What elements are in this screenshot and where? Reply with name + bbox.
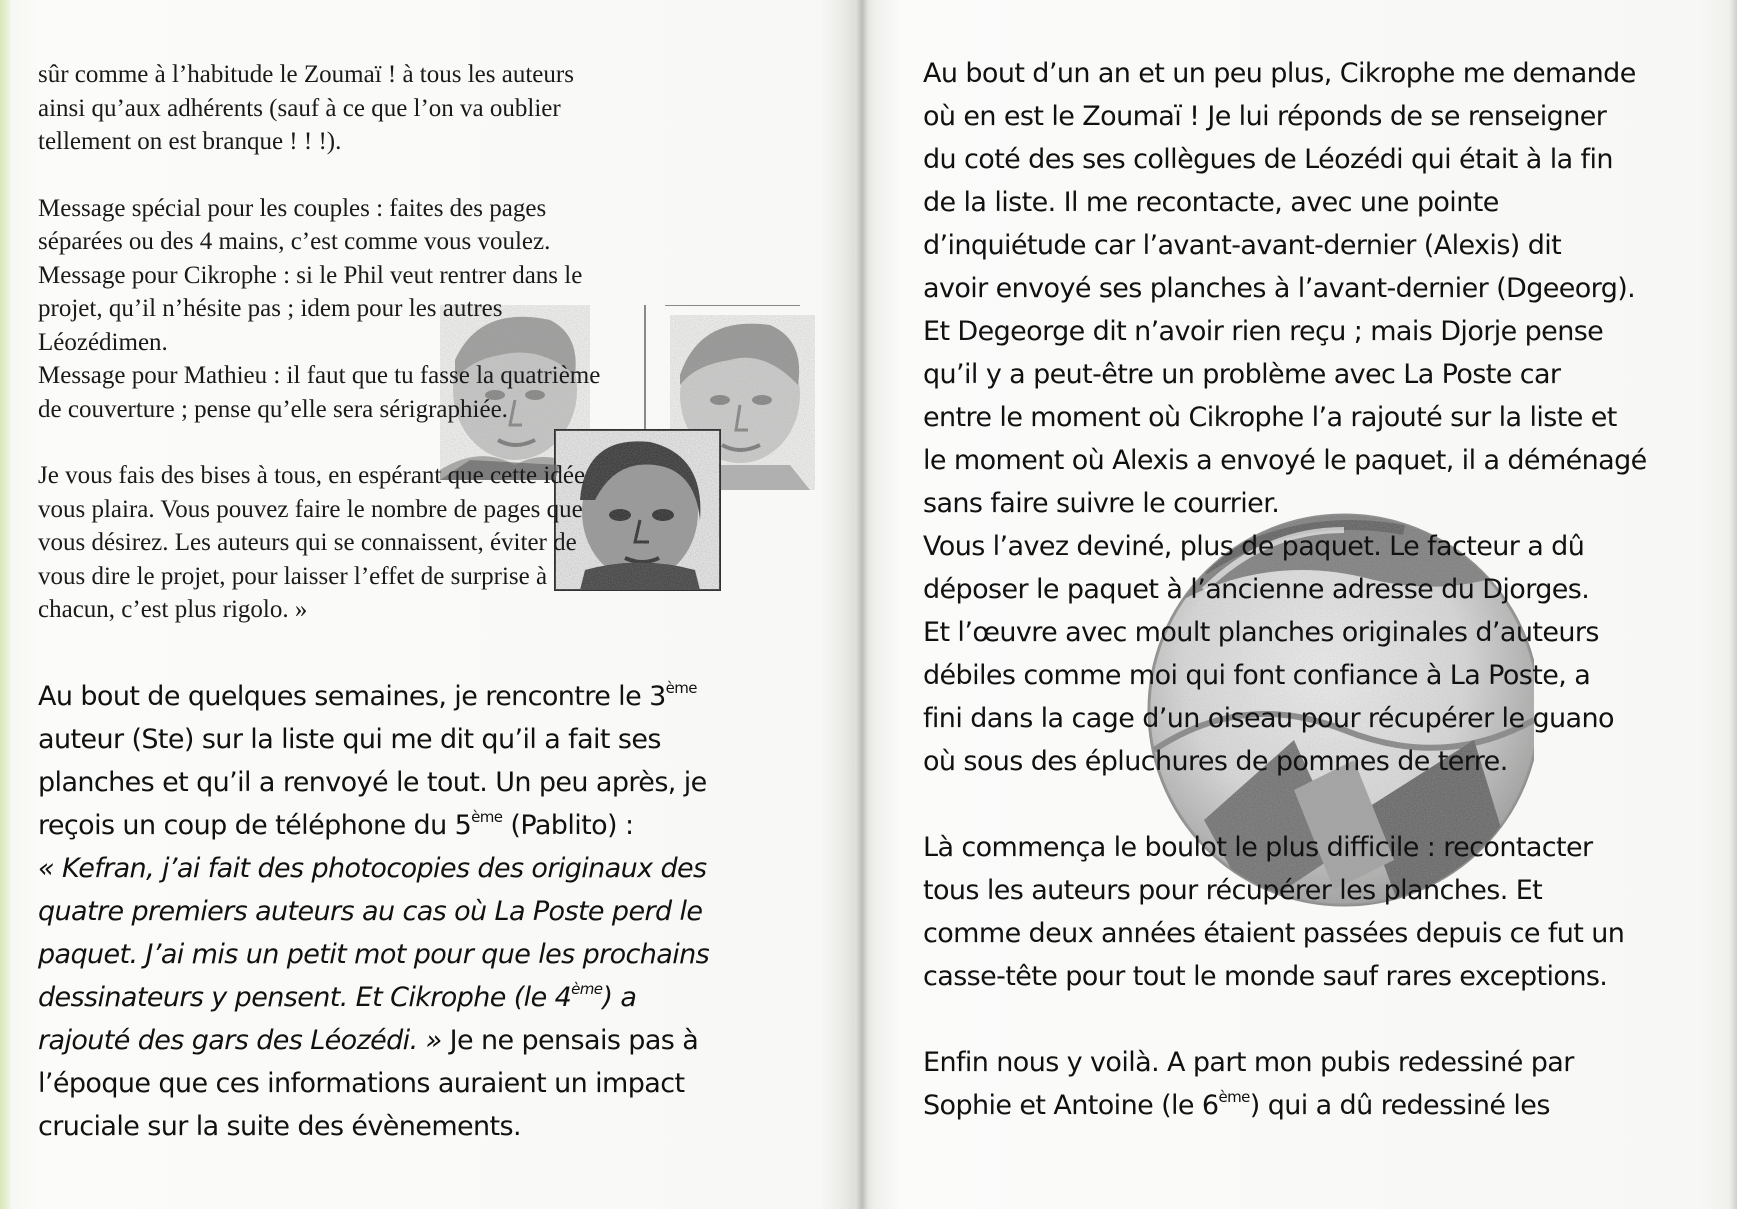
narrative-line: tous les auteurs pour récupérer les planches. Et [923,875,1543,906]
narrative-line: avoir envoyé ses planches à l’avant-dernier (Dgeeorg). [923,273,1636,304]
letter-paragraph-2 [38,192,600,427]
narrative-paragraph-1 [923,52,1647,783]
text-line: ainsi qu’aux adhérents (sauf à ce que l’on va oublier [38,94,561,122]
narrative-line: Là commença le boulot le plus difficile : recontacter [923,832,1593,863]
narrative-line: fini dans la cage d’un oiseau pour récupérer le guano [923,703,1614,734]
narrative-line-quote: paquet. J’ai mis un petit mot pour que les prochains [38,939,710,970]
narrative-line: auteur (Ste) sur la liste qui me dit qu’il a fait ses [38,724,661,755]
letter-paragraph-1 [38,58,600,159]
narrative-paragraph-3 [923,1041,1647,1127]
narrative-right [923,52,1647,1127]
narrative-line: casse-tête pour tout le monde sauf rares exceptions. [923,961,1608,992]
narrative-line: d’inquiétude car l’avant-avant-dernier (Alexis) dit [923,230,1562,261]
narrative-line: où en est le Zoumaï ! Je lui réponds de se renseigner [923,101,1607,132]
narrative-line: sans faire suivre le courrier. [923,488,1280,519]
text-line: Léozédimen. [38,328,168,356]
narrative-line: entre le moment où Cikrophe l’a rajouté sur la liste et [923,402,1617,433]
text-line: vous plaira. Vous pouvez faire le nombre de pages que [38,495,583,523]
text-line: de couverture ; pense qu’elle sera sérigraphiée. [38,395,508,423]
narrative-line: cruciale sur la suite des évènements. [38,1111,521,1142]
narrative-left [38,675,709,1148]
narrative-paragraph-2 [923,826,1647,998]
narrative-line: Sophie et Antoine (le 6ème) qui a dû redessiné les [923,1088,1550,1121]
narrative-line: le moment où Alexis a envoyé le paquet, il a déménagé [923,445,1647,476]
left-page [0,0,855,1209]
right-page [869,0,1737,1209]
narrative-line: de la liste. Il me recontacte, avec une pointe [923,187,1499,218]
text-line: projet, qu’il n’hésite pas ; idem pour les autres [38,295,503,322]
narrative-line: Vous l’avez deviné, plus de paquet. Le facteur a dû [923,531,1585,562]
letter-text [38,58,600,627]
narrative-line: débiles comme moi qui font confiance à La Poste, a [923,660,1591,691]
text-line: chacun, c’est plus rigolo. » [38,596,308,623]
narrative-line: du coté des ses collègues de Léozédi qui était à la fin [923,144,1613,175]
text-line: Message pour Cikrophe : si le Phil veut rentrer dans le [38,261,583,289]
text-line: Message spécial pour les couples : faites des pages [38,194,547,222]
narrative-line: comme deux années étaient passées depuis ce fut un [923,918,1625,949]
narrative-line: Enfin nous y voilà. A part mon pubis redessiné par [923,1047,1574,1078]
narrative-line: Au bout d’un an et un peu plus, Cikrophe me demande [923,58,1636,89]
text-line: tellement on est branque ! ! !). [38,128,342,155]
narrative-line: déposer le paquet à l’ancienne adresse du Djorges. [923,574,1590,605]
narrative-line: qu’il y a peut-être un problème avec La Poste car [923,359,1561,390]
narrative-line-quote: quatre premiers auteurs au cas où La Poste perd le [38,896,703,927]
text-line: Je vous fais des bises à tous, en espérant que cette idée [38,462,586,489]
text-line: séparées ou des 4 mains, c’est comme vous voulez. [38,228,551,255]
narrative-line: l’époque que ces informations auraient un impact [38,1068,685,1099]
narrative-line: Et Degeorge dit n’avoir rien reçu ; mais Djorje pense [923,316,1604,347]
narrative-line: Et l’œuvre avec moult planches originales d’auteurs [923,617,1599,648]
narrative-line-quote: dessinateurs y pensent. Et Cikrophe (le 4ème) a [38,980,637,1013]
text-line: vous désirez. Les auteurs qui se connaissent, éviter de [38,529,577,556]
letter-paragraph-3 [38,459,600,627]
text-line: sûr comme à l’habitude le Zoumaï ! à tous les auteurs [38,61,574,88]
narrative-line: reçois un coup de téléphone du 5ème (Pablito) : [38,808,634,841]
text-line: vous dire le projet, pour laisser l’effet de surprise à [38,562,548,590]
text-line: Message pour Mathieu : il faut que tu fasse la quatrième [38,362,601,389]
narrative-line-quote: « Kefran, j’ai fait des photocopies des originaux des [38,853,707,884]
narrative-line: où sous des épluchures de pommes de terre. [923,746,1508,777]
narrative-line: rajouté des gars des Léozédi. » Je ne pensais pas à [38,1025,699,1056]
narrative-line: planches et qu’il a renvoyé le tout. Un peu après, je [38,767,707,798]
book-gutter [855,0,869,1209]
narrative-line: Au bout de quelques semaines, je rencontre le 3ème [38,679,697,712]
